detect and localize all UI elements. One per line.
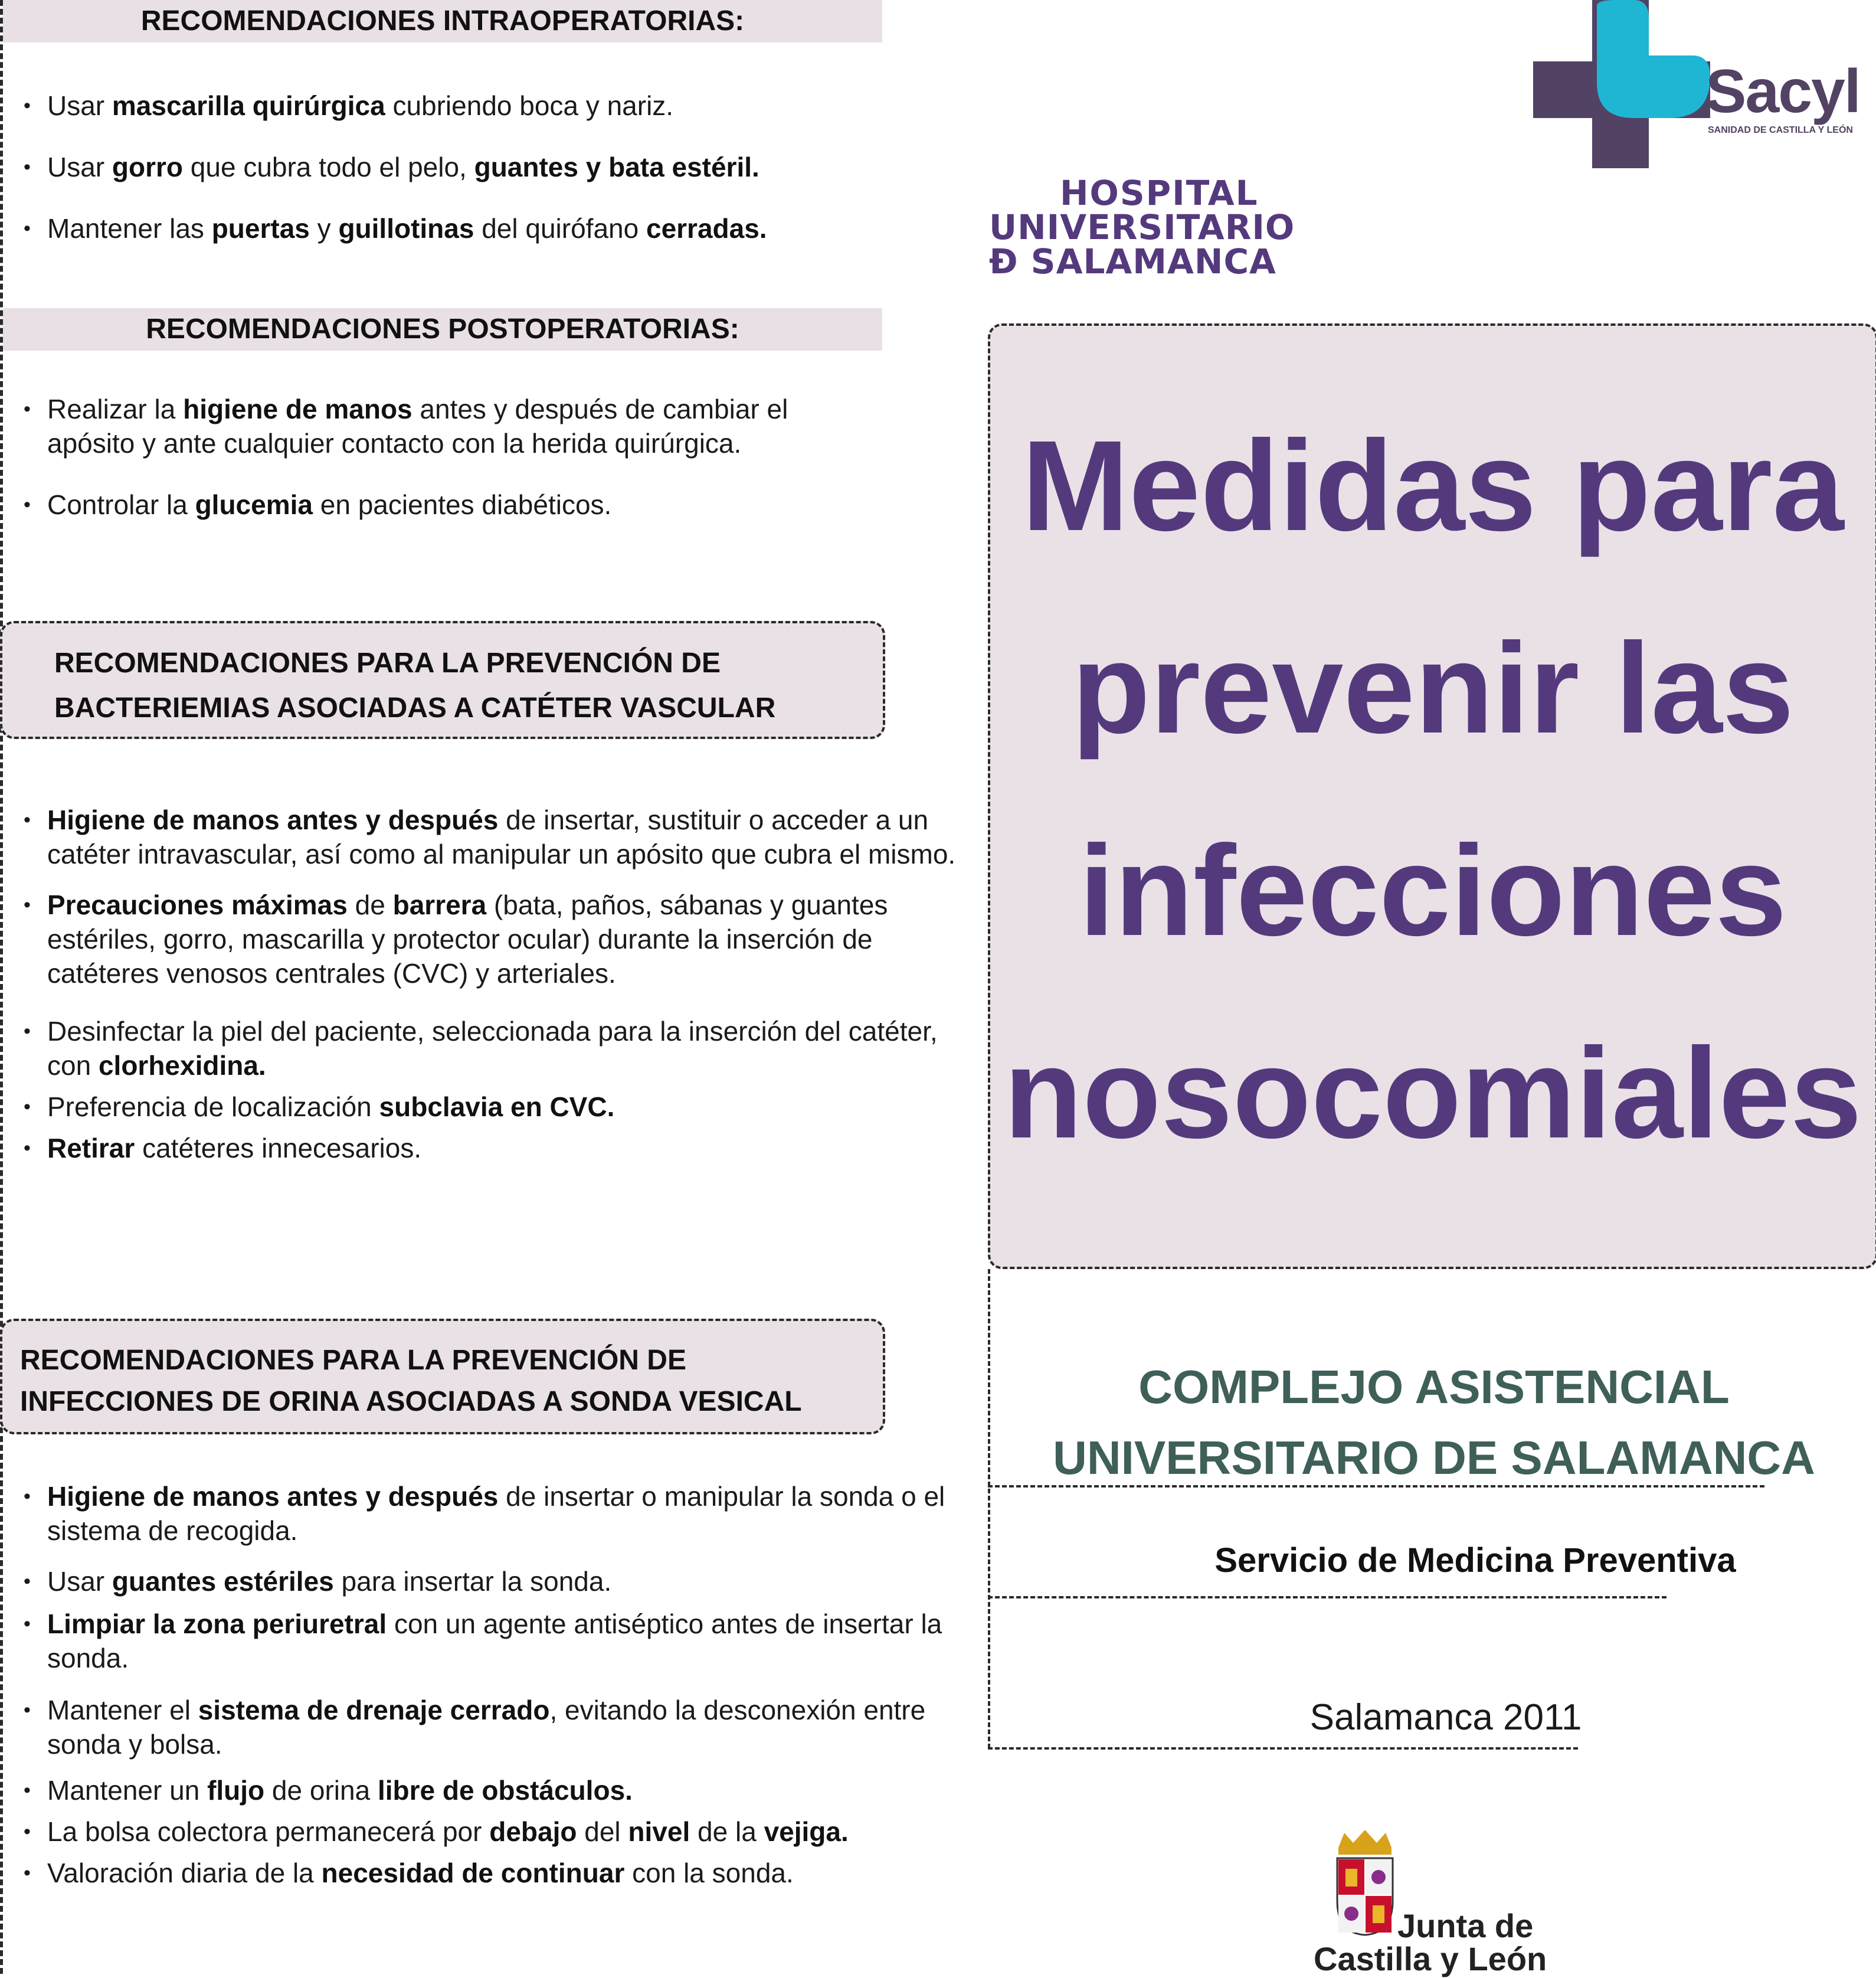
list-item [24,211,932,246]
bold-text: guantes estériles [112,1566,334,1597]
junta-logo [1311,1830,1618,1977]
bold-text: Higiene de manos antes y después [47,805,499,835]
bullet-icon: • [24,398,31,420]
bold-text: Retirar [47,1133,135,1163]
complex-line1: COMPLEJO ASISTENCIAL [1138,1361,1730,1413]
text: con un agente antiséptico antes de insertar la sonda. [47,1608,942,1673]
text: que cubra todo el pelo, [183,152,474,182]
text: Preferencia de localización [47,1091,379,1122]
postop-heading: RECOMENDACIONES POSTOPERATORIAS: [3,308,882,351]
bullet-icon: • [24,1820,31,1843]
text: del quirófano [474,213,646,244]
text: y [309,213,339,244]
text: Controlar la [47,489,195,520]
cover-left-border [988,1269,990,1748]
list-item [24,488,873,522]
list-item [24,1090,968,1124]
sacyl-cross-icon [1533,0,1710,171]
bold-text: subclavia en CVC. [379,1091,615,1122]
text: Usar [47,90,112,121]
text: de orina [264,1775,378,1806]
urinary-heading-line2: INFECCIONES DE ORINA ASOCIADAS A SONDA VESICAL [20,1386,802,1417]
list-item [24,1564,968,1598]
bacteremia-heading-line2: BACTERIEMIAS ASOCIADAS A CATÉTER VASCULAR [54,692,776,724]
bold-text: necesidad de continuar [321,1858,625,1888]
bold-text: Limpiar la zona periuretral [47,1608,387,1639]
bold-text: debajo [489,1816,577,1847]
bullet-icon: • [24,1570,31,1593]
list-item [24,1773,968,1807]
junta-line2: Castilla y León [1314,1940,1547,1977]
bold-text: sistema de drenaje cerrado [198,1695,550,1725]
text: Mantener las [47,213,212,244]
hospital-logo [989,173,1414,282]
bold-text: nivel [628,1816,690,1847]
intraop-heading: RECOMENDACIONES INTRAOPERATORIAS: [3,0,882,42]
urinary-heading-box [0,1319,885,1434]
coat-of-arms-icon [1332,1830,1397,1936]
title-line1: Medidas para [1022,414,1844,558]
text: Valoración diaria de la [47,1858,322,1888]
intraop-list [24,89,932,246]
bullet-icon: • [24,1613,31,1635]
service-name: Servicio de Medicina Preventiva [1214,1541,1736,1580]
bullet-icon: • [24,1020,31,1042]
text: en pacientes diabéticos. [312,489,612,520]
list-item [24,150,932,184]
place-year: Salamanca 2011 [1309,1697,1582,1738]
text: con la sonda. [624,1858,794,1888]
text: Mantener el [47,1695,198,1725]
list-item [24,89,932,123]
bold-text: vejiga. [764,1816,849,1847]
bacteremia-heading-line1: RECOMENDACIONES PARA LA PREVENCIÓN DE [54,648,721,679]
urinary-list [24,1479,968,1890]
bold-text: barrera [392,890,487,920]
list-item [24,888,968,990]
title-line3: infecciones [1079,819,1787,963]
bold-text: Precauciones máximas [47,890,348,920]
text: para insertar la sonda. [333,1566,612,1597]
bacteremia-list [24,803,968,1165]
list-item [24,392,873,460]
list-item [24,1814,968,1849]
text: Mantener un [47,1775,208,1806]
sacyl-tagline: SANIDAD DE CASTILLA Y LEÓN [1708,125,1853,135]
bold-text: Higiene de manos antes y después [47,1481,499,1512]
text: de [347,890,393,920]
bullet-icon: • [24,1096,31,1118]
text: (bata, paños, sábanas y guantes estériles, gorro, mascarilla y protector ocular) durante la inserción de catéteres venosos centrales (CVC) y arteriales. [47,890,888,989]
text: del [577,1816,628,1847]
bold-text: flujo [207,1775,265,1806]
left-panel-border [0,0,3,1974]
text: Usar [47,1566,112,1597]
text: Realizar la [47,394,184,424]
bold-text: mascarilla quirúrgica [112,90,385,121]
bullet-icon: • [24,1485,31,1508]
list-item [24,1856,968,1890]
text: de la [690,1816,764,1847]
hospital-line3: Ð SALAMANCA [989,241,1276,282]
bullet-icon: • [24,1779,31,1802]
text: La bolsa colectora permanecerá por [47,1816,490,1847]
bullet-icon: • [24,894,31,916]
sacyl-logo [1533,0,1864,171]
bullet-icon: • [24,1137,31,1159]
bacteremia-heading-box [0,621,885,739]
hospital-line2: UNIVERSITARIO [989,207,1295,247]
list-item [24,1131,968,1165]
bullet-icon: • [24,1862,31,1884]
bold-text: guantes y bata estéril. [474,152,759,182]
text: de insertar, sustituir o acceder a un catéter intravascular, así como al manipular un apósito que cubra el mismo. [47,805,956,869]
complex-line2: UNIVERSITARIO DE SALAMANCA [1053,1431,1815,1484]
bullet-icon: • [24,809,31,831]
sacyl-name: Sacyl [1705,57,1860,126]
text: cubriendo boca y nariz. [385,90,674,121]
title-line2: prevenir las [1072,617,1794,760]
hospital-line1: HOSPITAL [1060,173,1259,213]
title-line4: nosocomiales [1004,1022,1862,1165]
bold-text: clorhexidina. [98,1050,266,1081]
bold-text: gorro [112,152,184,182]
text: Usar [47,152,112,182]
bullet-icon: • [24,217,31,240]
divider-2 [988,1596,1667,1598]
list-item [24,1693,968,1761]
text: Desinfectar la piel del paciente, seleccionada para la inserción del catéter, con [47,1016,938,1081]
bold-text: libre de obstáculos. [377,1775,633,1806]
junta-line1: Junta de [1397,1907,1534,1944]
text: , evitando la desconexión entre sonda y bolsa. [47,1695,926,1760]
bold-text: guillotinas [338,213,474,244]
bullet-icon: • [24,156,31,178]
bullet-icon: • [24,493,31,516]
list-item [24,1607,968,1675]
bold-text: puertas [211,213,310,244]
bold-text: glucemia [195,489,313,520]
divider-1 [988,1485,1764,1487]
text: antes y después de cambiar el apósito y ante cualquier contacto con la herida quirúrgica. [47,394,788,459]
bullet-icon: • [24,94,31,117]
text: catéteres innecesarios. [135,1133,422,1163]
list-item [24,803,968,871]
cover-title-box [988,323,1876,1269]
bullet-icon: • [24,1699,31,1721]
bold-text: higiene de manos [183,394,412,424]
postop-list [24,392,873,522]
list-item [24,1479,968,1548]
divider-3 [988,1747,1578,1750]
urinary-heading-line1: RECOMENDACIONES PARA LA PREVENCIÓN DE [20,1345,686,1376]
list-item [24,1014,968,1083]
text: de insertar o manipular la sonda o el sistema de recogida. [47,1481,945,1546]
bold-text: cerradas. [646,213,767,244]
